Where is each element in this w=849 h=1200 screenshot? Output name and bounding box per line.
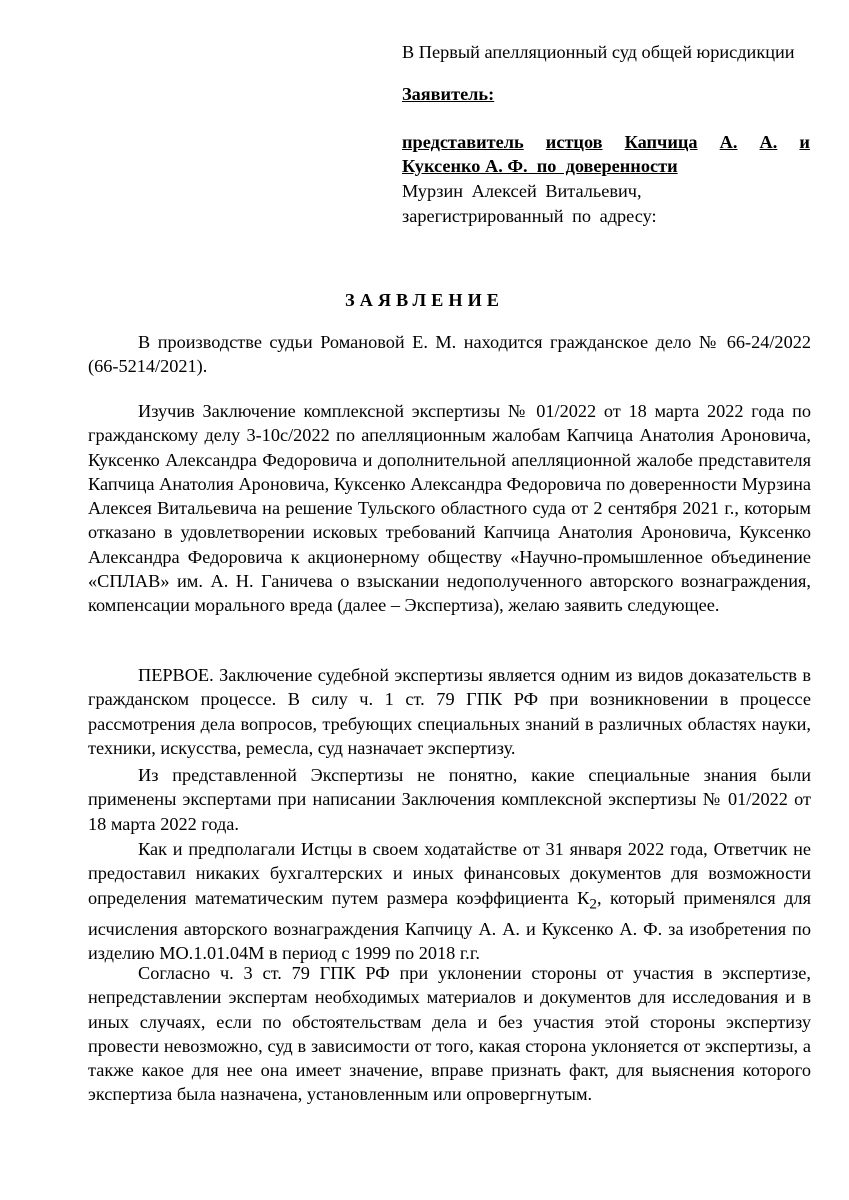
- paragraph-defendant-documents: [88, 837, 811, 965]
- applicant-name: Мурзин Алексей Витальевич,: [402, 181, 642, 201]
- document-header: [402, 40, 812, 226]
- p5-text-before: Как и предполагали Истцы в своем ходатайстве от 31 января 2022 года, Ответчик не предоставил никаких бухгалтерских и иных финансовых документов для возможности определения математическим путем размера коэффициента К: [88, 839, 811, 908]
- p5-subscript: 2: [589, 895, 597, 913]
- rep-word-5: А.: [759, 132, 778, 152]
- paragraph-examination-review: Изучив Заключение комплексной экспертизы № 01/2022 от 18 марта 2022 года по гражданскому делу 3-10с/2022 по апелляционным жалобам Капчица Анатолия Ароновича, Куксенко Александра Федоровича и дополнительной апелляционной жалобе представителя Капчица Анатолия Ароновича, Куксенко Александра Федоровича по доверенности Мурзина Алексея Витальевича на решение Тульского областного суда от 2 сентября 2021 г., которым отказано в удовлетворении исковых требований Капчица Анатолия Ароновича, Куксенко Александра Федоровича к акционерному обществу «Научно-промышленное объединение «СПЛАВ» им. А. Н. Ганичева о взыскании недополученного авторского вознаграждения, компенсации морального вреда (далее – Экспертиза), желаю заявить следующее.: [88, 401, 811, 616]
- paragraph-case-number: В производстве судьи Романовой Е. М. находится гражданское дело № 66-24/2022 (66-5214/2021).: [88, 332, 811, 377]
- rep-word-4: А.: [719, 132, 738, 152]
- applicant-address-label: зарегистрированный по адресу:: [402, 206, 657, 226]
- paragraph-first-point: ПЕРВОЕ. Заключение судебной экспертизы является одним из видов доказательств в гражданском процессе. В силу ч. 1 ст. 79 ГПК РФ при возникновении в процессе рассмотрения дела вопросов, требующих специальных знаний в различных областях науки, техники, искусства, ремесла, суд назначает экспертизу.: [88, 665, 811, 758]
- rep-word-6: и: [799, 132, 810, 152]
- applicant-label: Заявитель:: [402, 84, 495, 104]
- rep-word-2: истцов: [545, 132, 603, 152]
- rep-word-3: Капчица: [624, 132, 698, 152]
- paragraph-special-knowledge: Из представленной Экспертизы не понятно, какие специальные знания были применены экспертами при написании Заключения комплексной экспертизы № 01/2022 от 18 марта 2022 года.: [88, 765, 811, 834]
- applicant-name-block: [402, 179, 657, 229]
- rep-word-1: представитель: [402, 132, 524, 152]
- representative-line-2: Куксенко А. Ф. по доверенности: [402, 156, 678, 176]
- paragraph-evasion-rule: Согласно ч. 3 ст. 79 ГПК РФ при уклонении стороны от участия в экспертизе, непредставлении экспертам необходимых материалов и документов для исследования и в иных случаях, если по обстоятельствам дела и без участия этой стороны экспертизу провести невозможно, суд в зависимости от того, какая сторона уклоняется от экспертизы, а также какое для нее она имеет значение, вправе признать факт, для выяснения которого экспертиза была назначена, установленным или опровергнутым.: [88, 963, 811, 1105]
- representative-line-1: [402, 130, 810, 154]
- court-addressee: В Первый апелляционный суд общей юрисдикции: [402, 42, 795, 62]
- representative-block: [402, 130, 810, 178]
- p5-text-after: , который применялся для исчисления авторского вознаграждения Капчицу А. А. и Куксенко А. Ф. за изобретения по изделию МО.1.01.04М в период с 1999 по 2018 г.г.: [88, 887, 811, 963]
- document-title: ЗАЯВЛЕНИЕ: [345, 290, 504, 310]
